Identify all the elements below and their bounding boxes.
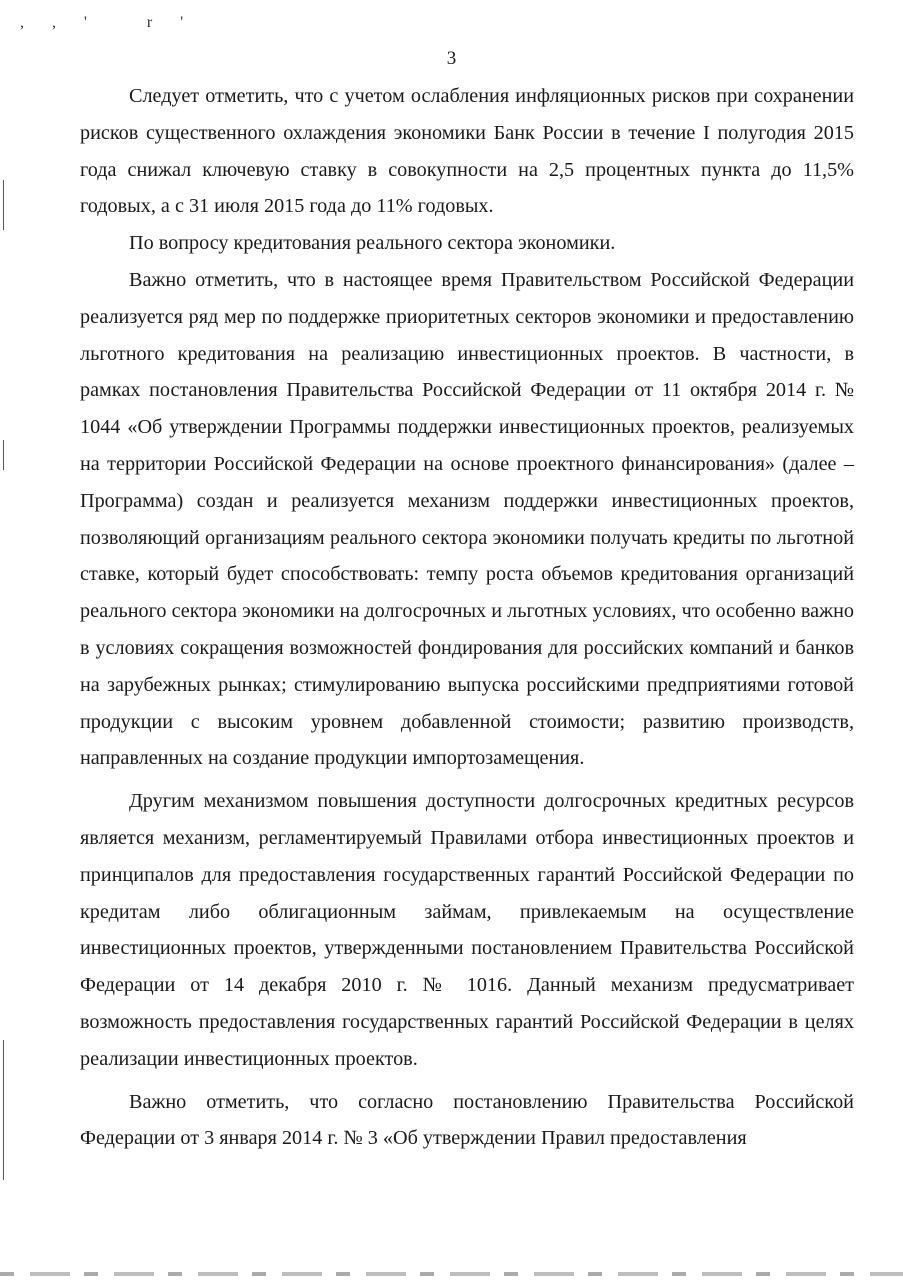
page-number: 3 <box>446 48 457 69</box>
scan-edge-line <box>3 180 4 230</box>
document-body <box>80 78 854 1157</box>
scan-edge-line <box>3 1040 4 1180</box>
scan-bottom-edge <box>0 1272 903 1276</box>
scan-artifact-marks: ,,' r' <box>20 14 212 31</box>
paragraph-resolution-no3: Важно отметить, что согласно постановлению Правительства Российской Федерации от 3 января 2014 г. № 3 «Об утверждении Правил предоставления <box>80 1090 854 1150</box>
paragraph-government-program: Важно отметить, что в настоящее время Правительством Российской Федерации реализуется ряд мер по поддержке приоритетных секторов экономики и предоставлению льготного кредитования на реализацию инвестиционных проектов. В частности, в рамках постановления Правительства Российской Федерации от 11 октября 2014 г. № 1044 «Об утверждении Программы поддержки инвестиционных проектов, реализуемых на территории Российской Федерации на основе проектного финансирования» (далее – Программа) создан и реализуется механизм поддержки инвестиционных проектов, позволяющий организациям реального сектора экономики получать кредиты по льготной ставке, который будет способствовать: темпу роста объемов кредитования организаций реального сектора экономики на долгосрочных и льготных условиях, что особенно важно в условиях сокращения возможностей фондирования для российских компаний и банков на зарубежных рынках; стимулированию выпуска российскими предприятиями готовой продукции с высоким уровнем добавленной стоимости; развитию производств, направленных на создание продукции импортозамещения. <box>80 268 854 770</box>
paragraph-credit-heading: По вопросу кредитования реального сектора экономики. <box>129 232 616 255</box>
paragraph-state-guarantees: Другим механизмом повышения доступности долгосрочных кредитных ресурсов является механизм, регламентируемый Правилами отбора инвестиционных проектов и принципалов для предоставления государственных гарантий Российской Федерации по кредитам либо облигационным займам, привлекаемым на осуществление инвестиционных проектов, утвержденными постановлением Правительства Российской Федерации от 14 декабря 2010 г. № 1016. Данный механизм предусматривает возможность предоставления государственных гарантий Российской Федерации в целях реализации инвестиционных проектов. <box>80 790 854 1070</box>
scan-edge-line <box>3 440 4 470</box>
paragraph-key-rate: Следует отметить, что с учетом ослабления инфляционных рисков при сохранении рисков существенного охлаждения экономики Банк России в течение I полугодия 2015 года снижал ключевую ставку в совокупности на 2,5 процентных пункта до 11,5% годовых, а с 31 июля 2015 года до 11% годовых. <box>80 85 854 218</box>
